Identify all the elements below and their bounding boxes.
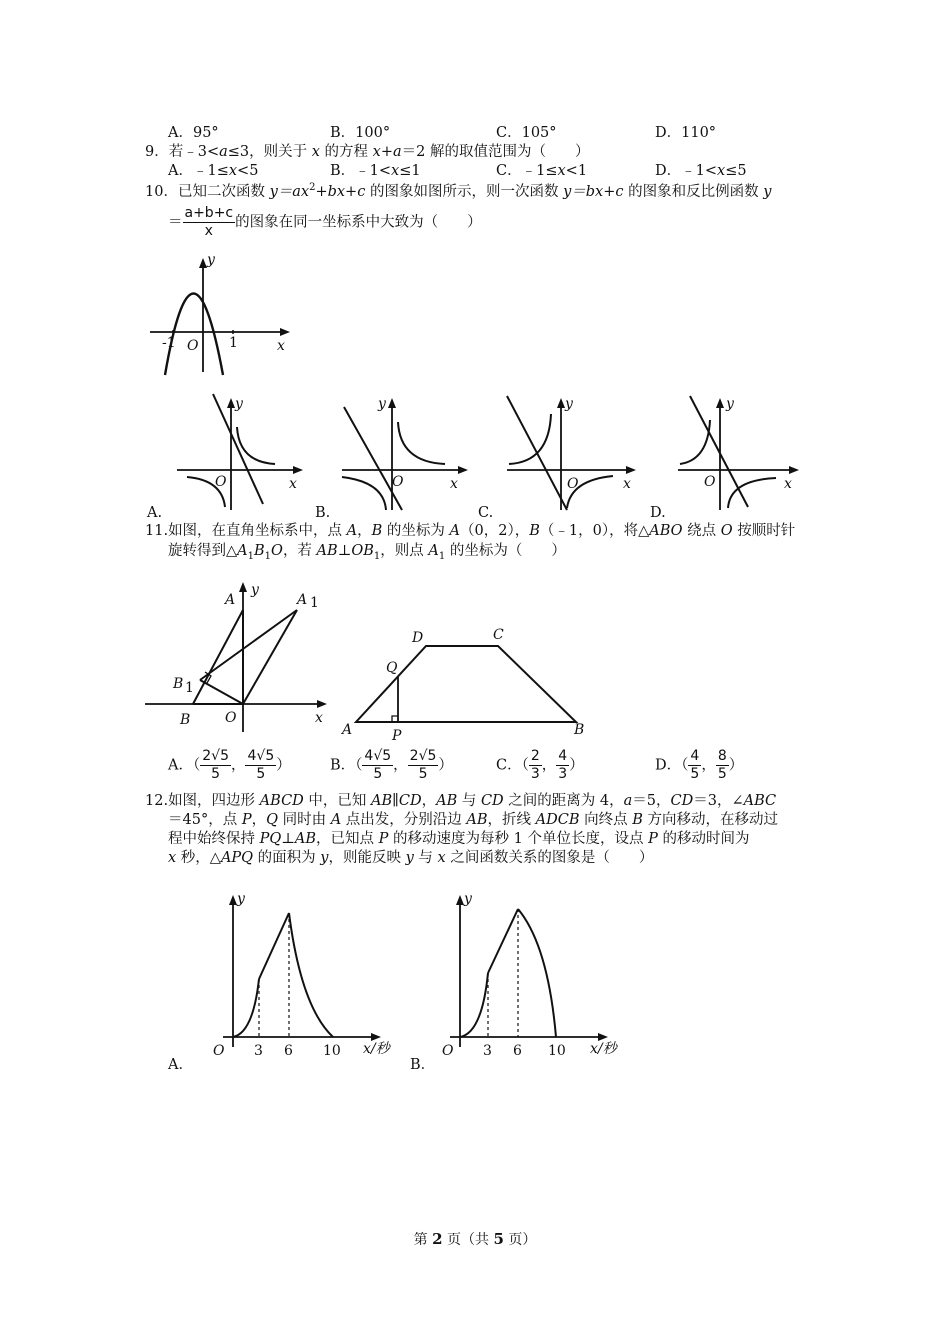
q10-origin-label: O <box>187 338 199 354</box>
svg-text:6: 6 <box>284 1043 293 1059</box>
q11-option-d: D．（ $\frac{4}{5}$ ， $\frac{8}{5}$ ） <box>655 748 744 782</box>
q11-rotation-figure <box>145 572 335 742</box>
q12-stem-line2: ＝45°，点 P，Q 同时由 A 点出发，分别沿边 AB，折线 ADCB 向终点 B 方向移动，在移动过 <box>168 812 778 828</box>
q8-option-d: D．110° <box>655 125 717 141</box>
svg-text:6: 6 <box>513 1043 522 1059</box>
svg-text:A: A <box>297 592 308 608</box>
svg-text:y: y <box>565 396 573 412</box>
q10-stem-line1: 10．已知二次函数 $y=ax^2+bx+c$ 的图象如图所示，则一次函数 y＝bx+c 的图象和反比例函数 y <box>145 182 772 200</box>
svg-text:x: x <box>315 710 323 726</box>
svg-text:10: 10 <box>548 1043 566 1059</box>
svg-text:P: P <box>392 728 402 744</box>
q10-option-c: C. <box>478 505 494 521</box>
q10-minus-one-label: -1 <box>162 335 176 351</box>
svg-text:A: A <box>342 722 353 738</box>
q12-stem-line4: x 秒，△APQ 的面积为 y，则能反映 y 与 x 之间函数关系的图象是（ ） <box>168 850 654 866</box>
q9-stem: 9．若﹣3<a≤3，则关于 x 的方程 x+a＝2 解的取值范围为（ ） <box>145 144 590 160</box>
svg-text:O: O <box>567 476 579 492</box>
svg-text:10: 10 <box>323 1043 341 1059</box>
q10-option-d: D. <box>650 505 666 521</box>
svg-text:x: x <box>784 476 792 492</box>
svg-text:O: O <box>704 474 716 490</box>
q11-stem-line1: 11.如图，在直角坐标系中，点 A，B 的坐标为 A（0，2），B（﹣1，0），将△ABO 绕点 O 按顺时针 <box>145 523 796 539</box>
q10-x-label: x <box>277 338 285 354</box>
svg-text:x: x <box>450 476 458 492</box>
svg-text:1: 1 <box>310 595 319 611</box>
q12-option-a: A． <box>168 1057 193 1073</box>
svg-text:O: O <box>225 710 237 726</box>
svg-text:B: B <box>574 722 585 738</box>
svg-text:Q: Q <box>386 660 398 676</box>
svg-text:O: O <box>213 1043 225 1059</box>
svg-text:3: 3 <box>483 1043 492 1059</box>
q12-stem-line3: 程中始终保持 PQ⊥AB，已知点 P 的移动速度为每秒 1 个单位长度，设点 P 的移动时间为 <box>168 831 750 847</box>
q10-graph-b <box>340 392 480 512</box>
q9-option-c: C．﹣1≤x<1 <box>496 163 588 179</box>
q11-stem-line2: 旋转得到$\triangle A_1B_1O$，若 $AB\perp OB_1$，则点 $A_1$ 的坐标为（ ） <box>168 543 566 562</box>
q10-one-label: 1 <box>229 335 238 351</box>
svg-text:x: x <box>623 476 631 492</box>
svg-text:O: O <box>442 1043 454 1059</box>
q10-fraction: $\frac{a+b+c}{x}$ <box>184 205 234 239</box>
q11-option-a: A．（ $\frac{2√5}{5}$ ， $\frac{4√5}{5}$ ） <box>168 748 291 782</box>
page-footer: 第 2 页（共 5 页） <box>413 1230 537 1248</box>
q8-option-b: B．100° <box>330 125 391 141</box>
svg-text:D: D <box>412 630 424 646</box>
q12-trapezoid-figure <box>338 622 588 742</box>
q9-option-b: B．﹣1<x≤1 <box>330 163 421 179</box>
q10-graph-a <box>175 392 315 512</box>
svg-text:y: y <box>378 396 386 412</box>
svg-text:x/秒: x/秒 <box>590 1041 617 1057</box>
svg-text:O: O <box>392 474 404 490</box>
q8-option-c: C．105° <box>496 125 557 141</box>
q10-stem-line2: ＝ $\frac{a+b+c}{x}$ 的图象在同一坐标系中大致为（ ） <box>168 205 482 239</box>
svg-text:3: 3 <box>254 1043 263 1059</box>
q10-parabola-figure <box>145 250 295 375</box>
page-total: 5 <box>493 1230 504 1248</box>
svg-text:B: B <box>180 712 191 728</box>
svg-text:B: B <box>173 676 184 692</box>
q11-option-b: B．（ $\frac{4√5}{5}$ ， $\frac{2√5}{5}$ ） <box>330 748 453 782</box>
svg-text:y: y <box>235 396 243 412</box>
q10-y-label: y <box>207 252 215 268</box>
q12-graph-a <box>205 885 395 1060</box>
q9-option-d: D．﹣1<x≤5 <box>655 163 747 179</box>
svg-text:x: x <box>289 476 297 492</box>
svg-text:O: O <box>215 474 227 490</box>
q12-stem-line1: 12.如图，四边形 ABCD 中，已知 AB∥CD，AB 与 CD 之间的距离为 4，a＝5，CD＝3，∠ABC <box>145 793 777 809</box>
q12-option-b: B． <box>410 1057 436 1073</box>
page-number: 2 <box>432 1230 443 1248</box>
svg-text:y: y <box>726 396 734 412</box>
svg-text:y: y <box>237 891 245 907</box>
q11-option-c: C．（ $\frac{2}{3}$ ， $\frac{4}{3}$ ） <box>496 748 584 782</box>
svg-text:A: A <box>225 592 236 608</box>
q8-option-a: A．95° <box>168 125 219 141</box>
svg-text:y: y <box>464 891 472 907</box>
svg-text:1: 1 <box>185 680 194 696</box>
q10-graph-d <box>676 392 816 512</box>
q10-option-b: B. <box>315 505 331 521</box>
q10-graph-c <box>505 392 645 512</box>
q9-option-a: A．﹣1≤x<5 <box>168 163 259 179</box>
svg-text:y: y <box>251 582 259 598</box>
svg-text:C: C <box>493 627 504 643</box>
q12-graph-b <box>440 885 630 1060</box>
svg-text:x/秒: x/秒 <box>363 1041 390 1057</box>
q10-option-a: A. <box>147 505 163 521</box>
